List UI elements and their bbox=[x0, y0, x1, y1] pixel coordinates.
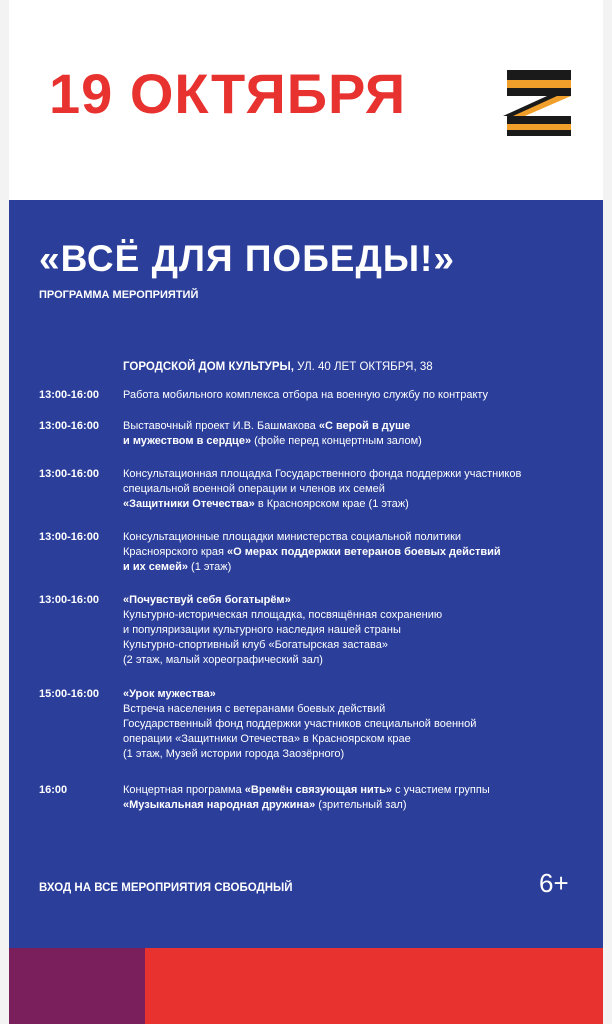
event-text: (зрительный зал) bbox=[315, 799, 407, 811]
event-line: Государственный фонд поддержки участников специальной военной bbox=[123, 718, 477, 730]
date-title: 19 ОКТЯБРЯ bbox=[49, 62, 407, 125]
event-highlight: «Музыкальная народная дружина» bbox=[123, 799, 316, 811]
event-line: операции «Защитники Отечества» в Красноярском крае bbox=[123, 733, 411, 745]
event-text: в Красноярском крае (1 этаж) bbox=[254, 498, 409, 510]
event-line bbox=[123, 593, 593, 608]
right-border bbox=[603, 0, 612, 1024]
free-entry-notice: ВХОД НА ВСЕ МЕРОПРИЯТИЯ СВОБОДНЫЙ bbox=[39, 882, 293, 894]
event-highlight: «О мерах поддержки ветеранов боевых действий bbox=[226, 546, 501, 558]
event-line: Культурно-историческая площадка, посвящённая сохранению bbox=[123, 609, 443, 621]
event-time: 13:00-16:00 bbox=[39, 420, 99, 432]
event-text: с участием группы bbox=[392, 784, 490, 796]
age-rating-badge: 6+ bbox=[539, 868, 569, 898]
event-description bbox=[123, 467, 593, 512]
event-description bbox=[123, 783, 593, 813]
event-line: (1 этаж, Музей истории города Заозёрного) bbox=[123, 748, 345, 760]
event-time: 13:00-16:00 bbox=[39, 389, 99, 401]
event-line bbox=[123, 545, 593, 560]
event-line: и популяризации культурного наследия нашей страны bbox=[123, 624, 401, 636]
event-line: Консультационные площадки министерства социальной политики bbox=[123, 531, 462, 543]
event-line: Работа мобильного комплекса отбора на военную службу по контракту bbox=[123, 389, 489, 401]
event-description bbox=[123, 687, 593, 762]
event-line bbox=[123, 783, 593, 798]
event-line: специальной военной операции и членов их семей bbox=[123, 483, 385, 495]
event-text: Выставочный проект И.В. Башмакова bbox=[123, 420, 319, 432]
event-line bbox=[123, 419, 593, 434]
event-description bbox=[123, 593, 593, 668]
event-line bbox=[123, 497, 593, 512]
event-line bbox=[123, 687, 593, 702]
main-title: «ВСЁ ДЛЯ ПОБЕДЫ!» bbox=[39, 238, 455, 279]
event-highlight: «С верой в душе bbox=[318, 420, 411, 432]
strip-red-block bbox=[145, 948, 603, 1024]
event-line: (2 этаж, малый хореографический зал) bbox=[123, 654, 323, 666]
event-highlight: и их семей» bbox=[123, 561, 188, 573]
event-line: Культурно-спортивный клуб «Богатырская застава» bbox=[123, 639, 388, 651]
event-highlight: и мужеством в сердце» bbox=[123, 435, 252, 447]
bottom-color-strip bbox=[9, 948, 603, 1024]
event-time: 13:00-16:00 bbox=[39, 531, 99, 543]
program-panel bbox=[9, 200, 603, 948]
event-line bbox=[123, 434, 593, 449]
event-highlight: «Урок мужества» bbox=[123, 688, 216, 700]
event-text: Красноярского края bbox=[123, 546, 227, 558]
event-line bbox=[123, 560, 593, 575]
event-highlight: «Почувствуй себя богатырём» bbox=[123, 594, 291, 606]
left-border bbox=[0, 0, 9, 1024]
poster-header bbox=[9, 0, 603, 200]
event-line: Встреча населения с ветеранами боевых действий bbox=[123, 703, 386, 715]
strip-purple-block bbox=[9, 948, 145, 1024]
program-subtitle: ПРОГРАММА МЕРОПРИЯТИЙ bbox=[39, 289, 199, 301]
event-line: Консультационная площадка Государственного фонда поддержки участников bbox=[123, 468, 522, 480]
event-highlight: «Времён связующая нить» bbox=[244, 784, 393, 796]
event-text: (фойе перед концертным залом) bbox=[251, 435, 422, 447]
event-time: 15:00-16:00 bbox=[39, 688, 99, 700]
event-text: Концертная программа bbox=[123, 784, 245, 796]
venue-name: ГОРОДСКОЙ ДОМ КУЛЬТУРЫ, bbox=[123, 361, 294, 373]
event-text: (1 этаж) bbox=[187, 561, 232, 573]
event-description bbox=[123, 419, 593, 449]
venue-line bbox=[123, 361, 433, 373]
event-time: 16:00 bbox=[39, 784, 68, 796]
event-line bbox=[123, 798, 593, 813]
z-ribbon-icon bbox=[499, 66, 573, 138]
event-highlight: «Защитники Отечества» bbox=[123, 498, 255, 510]
event-time: 13:00-16:00 bbox=[39, 594, 99, 606]
venue-address: УЛ. 40 ЛЕТ ОКТЯБРЯ, 38 bbox=[293, 361, 433, 373]
event-description bbox=[123, 388, 593, 403]
event-time: 13:00-16:00 bbox=[39, 468, 99, 480]
event-description bbox=[123, 530, 593, 575]
